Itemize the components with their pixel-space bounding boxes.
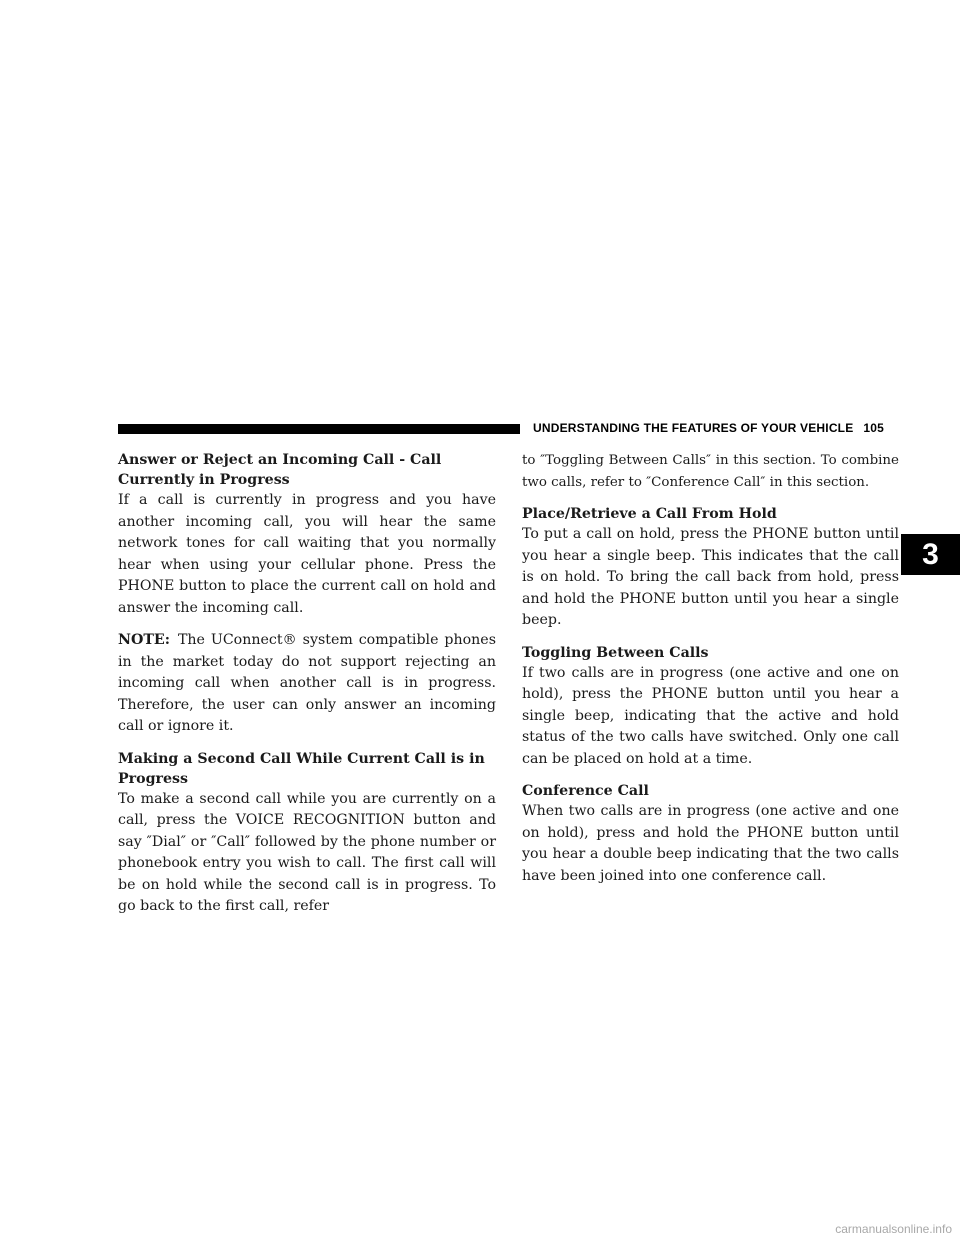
heading-second-call: Making a Second Call While Current Call is in Progress [118,750,485,787]
note-label: NOTE: [118,632,170,648]
heading-answer-reject: Answer or Reject an Incoming Call - Call Currently in Progress [118,452,442,488]
paragraph-toggling: If two calls are in progress (one active and one on hold), press the PHONE button until you hear a single beep, indicating that the active and hold status of the two calls have switched. Only one call can be placed on hold at a time. [522,664,899,767]
note-text: The UConnect® system compatible phones in the market today do not support rejecting an incoming call when another call is in progress. Therefore, the user can only answer an incoming call or ignore it. [118,632,496,734]
paragraph-second-call: To make a second call while you are currently on a call, press the VOICE RECOGNITION button and say ″Dial″ or ″Call″ followed by the phone number or phonebook entry you wish to call. The first call will be on hold while the second call is in progress. To go back to the first call, refer [118,790,496,914]
paragraph-hold: To put a call on hold, press the PHONE button until you hear a single beep. This indicates that the call is on hold. To bring the call back from hold, press and hold the PHONE button until you hear a single beep. [522,526,899,628]
heading-hold: Place/Retrieve a Call From Hold [522,506,777,522]
note-paragraph [118,630,496,738]
left-column [118,450,496,918]
page-number: 105 [863,421,885,435]
header-rule [118,424,520,434]
paragraph-conference: When two calls are in progress (one active and one on hold), press and hold the PHONE button until you hear a double beep indicating that the two calls have been joined into one conference call. [522,803,899,884]
watermark: carmanualsonline.info [835,1222,952,1236]
right-column [522,450,899,887]
heading-conference: Conference Call [522,783,649,799]
chapter-tab: 3 [901,534,960,575]
section-title: UNDERSTANDING THE FEATURES OF YOUR VEHICLE [533,421,854,435]
paragraph-answer-reject: If a call is currently in progress and you have another incoming call, you will hear the same network tones for call waiting that you normally hear when using your cellular phone. Press the PHONE button to place the current call on hold and answer the incoming call. [118,492,496,616]
paragraph-continued: to ″Toggling Between Calls″ in this section. To combine two calls, refer to ″Conference Call″ in this section. [522,453,899,490]
heading-toggling: Toggling Between Calls [522,644,709,661]
running-header [533,421,884,435]
